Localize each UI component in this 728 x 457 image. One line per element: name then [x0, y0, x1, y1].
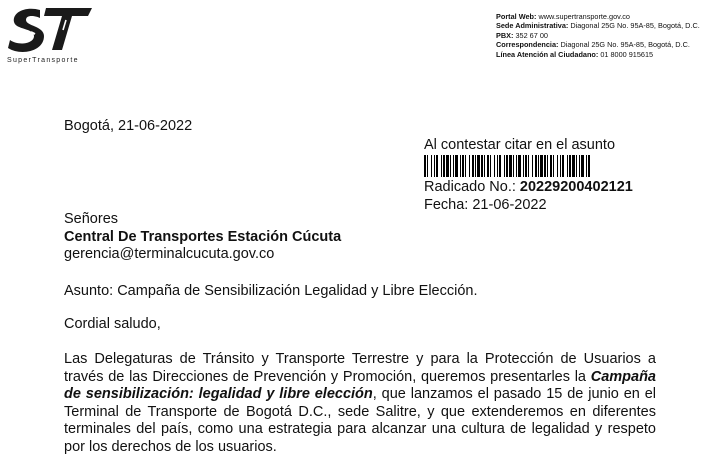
- body-paragraph: [64, 351, 656, 457]
- header-info-row: [496, 21, 700, 30]
- logo-caption: SuperTransporte: [7, 57, 79, 64]
- recipient-block: [64, 211, 341, 264]
- info-label: Línea Atención al Ciudadano:: [496, 49, 599, 59]
- body-text-part: , que lanzamos el pasado 15 de junio en el Terminal de Transporte de Bogotá D.C., sede Salitre, y que extenderemos en diferentes terminales del país, como una estrategia para alcanzar una cultura de legalidad y respeto por los derechos de los usuarios.: [64, 386, 656, 455]
- header-info-row: [496, 31, 700, 40]
- logo-mark-icon: [6, 4, 94, 56]
- body-text-part: Las Delegaturas de Tránsito y Transporte Terrestre y para la Protección de Usuarios a través de las Direcciones de Prevención y Promoción, queremos presentarles la: [64, 351, 656, 385]
- radicado-line: [424, 178, 633, 196]
- correspondencia-value: Diagonal 25G No. 95A-85, Bogotá, D.C.: [560, 40, 690, 50]
- city-date: Bogotá, 21-06-2022: [64, 118, 193, 134]
- subject-line: Asunto: Campaña de Sensibilización Legalidad y Libre Elección.: [64, 283, 478, 299]
- pbx-value: 352 67 00: [515, 30, 548, 40]
- info-label: PBX:: [496, 30, 514, 40]
- recipient-organization: Central De Transportes Estación Cúcuta: [64, 228, 342, 245]
- header-info-row: [496, 40, 700, 49]
- header-info-row: [496, 12, 700, 21]
- info-label: Portal Web:: [496, 12, 537, 21]
- campaign-name: Campaña de sensibilización: legalidad y libre elección: [64, 368, 656, 403]
- barcode-icon: [424, 155, 592, 177]
- radicado-number: 20229200402121: [519, 179, 633, 195]
- recipient-email: gerencia@terminalcucuta.gov.co: [64, 246, 275, 262]
- radicado-label: Radicado No.:: [424, 179, 516, 195]
- info-label: Correspondencia:: [496, 40, 559, 50]
- reply-note: Al contestar citar en el asunto: [424, 137, 616, 153]
- supertransporte-logo: [6, 4, 94, 66]
- linea-atencion-value: 01 8000 915615: [600, 49, 654, 59]
- radicado-date: Fecha: 21-06-2022: [424, 197, 547, 213]
- sede-value: Diagonal 25G No. 95A-85, Bogotá, D.C.: [570, 21, 700, 31]
- portal-web-value: www.supertransporte.gov.co: [538, 12, 630, 21]
- greeting: Cordial saludo,: [64, 316, 161, 332]
- radicado-block: [424, 136, 633, 214]
- header-contact-info: [496, 12, 700, 59]
- info-label: Sede Administrativa:: [496, 21, 569, 31]
- header-info-row: [496, 50, 700, 59]
- salutation-title: Señores: [64, 211, 119, 227]
